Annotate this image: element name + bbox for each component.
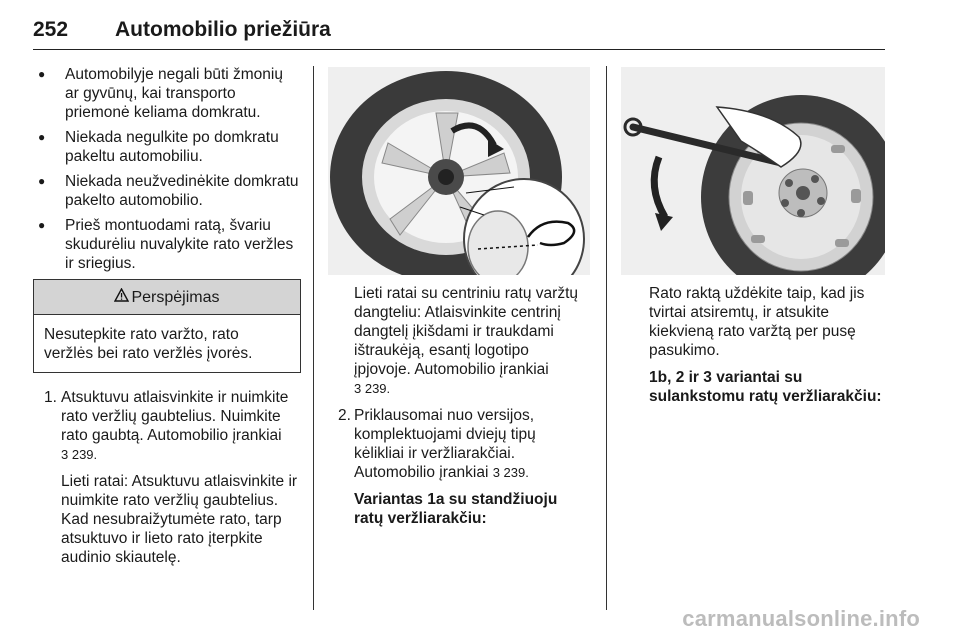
page-reference: 3 239. (61, 447, 98, 462)
warning-body: Nesutepkite rato varžto, rato veržlės bei rato veržlės įvorės. (44, 326, 253, 362)
step-1 (33, 388, 299, 567)
list-item: ● Niekada negulkite po domkratu pakeltu automobiliu. (38, 129, 279, 165)
step-2 (328, 406, 590, 528)
subheading: Variantas 1a su standžiuoju ratų veržliarakčiu: (354, 491, 558, 527)
paragraph: Lieti ratai su centriniu ratų varžtų dangteliu: Atlaisvinkite centrinį dangtelį įkišdami ir traukdami ištraukėją, esantį logotipo įpjovoje. Automobilio įrankiai 3 239. (354, 285, 578, 396)
watermark: carmanualsonline.info (682, 606, 920, 631)
column-divider (313, 66, 314, 610)
header-rule (33, 49, 885, 50)
column-1 (33, 65, 299, 567)
bullet-icon: ● (38, 218, 46, 232)
wheel-wrench-illustration (621, 67, 885, 275)
bullet-icon: ● (38, 130, 46, 144)
list-item: ● Niekada neužvedinėkite domkratu pakelto automobilio. (38, 173, 299, 209)
bullet-icon: ● (38, 67, 46, 81)
list-item: ● Prieš montuodami ratą, švariu skudurėliu nuvalykite rato veržles ir sriegius. (38, 217, 294, 272)
page-number: 252 (33, 18, 69, 41)
warning-header (34, 280, 300, 315)
warning-box (33, 279, 301, 373)
subheading: 1b, 2 ir 3 variantai su sulankstomu ratų veržliarakčiu: (649, 369, 882, 405)
numbered-list (33, 388, 299, 567)
page-header (33, 6, 885, 52)
page-title: Automobilio priežiūra (115, 18, 331, 41)
column-2 (328, 284, 590, 528)
step-number: 2. (338, 407, 351, 424)
page-reference: 3 239. (354, 381, 391, 396)
bullet-list (33, 65, 299, 273)
wheel-hubcap-illustration (328, 67, 590, 275)
warning-title: Perspėjimas (131, 289, 220, 306)
step-paragraph: Lieti ratai: Atsuktuvu atlaisvinkite ir nuimkite rato veržlių gaubtelius. Kad nesubraižytumėte rato, tarp atsuktuvo ir lieto rato įterpkite audinio skiautelę. (61, 473, 298, 566)
column-divider (606, 66, 607, 610)
list-item: ● Automobilyje negali būti žmonių ar gyvūnų, kai transporto priemonė keliama domkratu. (38, 66, 283, 121)
column-3 (649, 284, 889, 406)
step-text: Atsuktuvu atlaisvinkite ir nuimkite rato veržlių gaubtelius. Nuimkite rato gaubtą. Automobilio įrankiai (61, 389, 289, 444)
step-number: 1. (44, 389, 57, 406)
page-reference: 3 239. (492, 465, 529, 480)
step-text: Priklausomai nuo versijos, komplektuojami dviejų tipų kėlikliai ir veržliarakčiai. Automobilio įrankiai (354, 407, 536, 481)
paragraph: Rato raktą uždėkite taip, kad jis tvirtai atsiremtų, ir atsukite kiekvieną rato varžtą per pusę pasukimo. (649, 285, 865, 359)
warning-triangle-icon (114, 288, 129, 307)
bullet-icon: ● (38, 174, 46, 188)
